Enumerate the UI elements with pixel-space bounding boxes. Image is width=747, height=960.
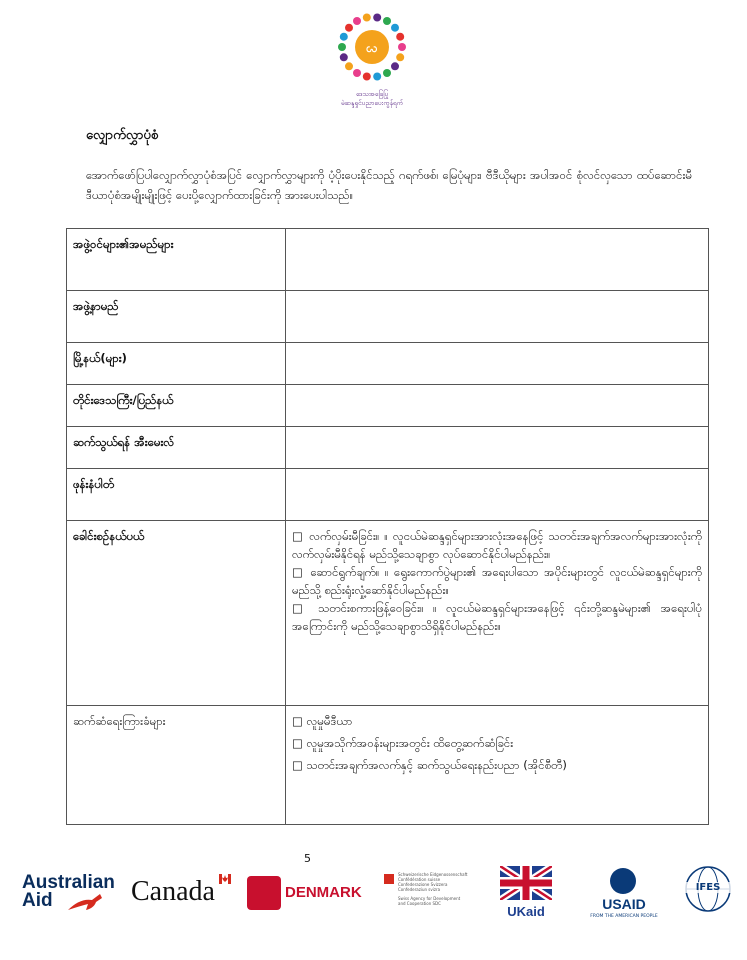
swiss-text-line: Confédération suisse bbox=[398, 877, 441, 882]
ukaid-wordmark: UKaid bbox=[507, 904, 545, 919]
form-field-input[interactable] bbox=[286, 469, 709, 521]
form-row-channels bbox=[67, 706, 709, 825]
kangaroo-icon bbox=[66, 892, 106, 912]
usaid-wordmark: USAID bbox=[602, 896, 646, 912]
denmark-wordmark: DENMARK bbox=[285, 884, 362, 901]
form-field-label: အဖွဲ့ဝင်များ၏အမည်များ bbox=[67, 229, 286, 291]
australian-aid-logo bbox=[22, 874, 115, 910]
theme-option[interactable]: □ သတင်းစကားဖြန့်ဝေခြင်း။ ။ လူငယ်မဲဆန္ဒရှင်များအနေဖြင့် ၎င်းတို့ဆန္ဒမဲများ၏ အရေးပါပုံအကြောင်းကို မည်သို့သေချာစွာသိရှိနိုင်ပါမည်နည်း။ bbox=[292, 601, 702, 633]
canada-flag-icon bbox=[219, 874, 231, 884]
people-ring-logo-icon bbox=[333, 8, 411, 86]
form-field-input[interactable] bbox=[286, 427, 709, 469]
canada-logo bbox=[131, 876, 215, 908]
form-field-label: အဖွဲ့နာမည် bbox=[67, 291, 286, 343]
theme-options bbox=[286, 521, 709, 706]
form-field-label: ခေါင်းစဉ်နယ်ပယ် bbox=[67, 521, 286, 706]
organization-logo bbox=[333, 8, 411, 112]
form-row bbox=[67, 229, 709, 291]
ifes-logo bbox=[683, 864, 733, 914]
swiss-text-line: Swiss Agency for Development bbox=[398, 896, 461, 901]
theme-option[interactable]: □ ဆောင်ရွက်ချက်။ ။ ရွေးကောက်ပွဲများ၏ အရေးပါသော အပိုင်းများတွင် လူငယ်မဲဆန္ဒရှင်များကို မည်သို့ စည်းရုံးလှုံ့ဆော်နိုင်ပါမည်နည်း။ bbox=[292, 565, 702, 597]
usaid-seal-icon bbox=[610, 868, 636, 894]
theme-option[interactable]: □ လက်လှမ်းမီခြင်း။ ။ လူငယ်မဲဆန္ဒရှင်များအားလုံးအနေဖြင့် သတင်းအချက်အလက်များအားလုံးကို လက်လှမ်းမီနိုင်ရန် မည်သို့သေချာစွာ လုပ်ဆောင်နိုင်ပါမည်နည်း။ bbox=[292, 529, 702, 561]
logo-caption-line-2: မဲဆန္ဒရှင်ပညာပေးကွန်ရက် bbox=[340, 99, 404, 107]
form-row bbox=[67, 385, 709, 427]
channel-option[interactable]: □ လူမှုအသိုက်အဝန်းများအတွင်း ထိတွေ့ဆက်ဆံခြင်း bbox=[292, 736, 514, 750]
logo-caption-line-1: ဒေသအခြေပြု bbox=[355, 90, 389, 98]
form-row-theme bbox=[67, 521, 709, 706]
canada-wordmark: Canada bbox=[131, 876, 215, 907]
swiss-text-line: Confederaziun svizra bbox=[398, 887, 441, 892]
channel-options bbox=[286, 706, 709, 825]
form-row bbox=[67, 291, 709, 343]
channel-option[interactable]: □ သတင်းအချက်အလက်နှင့် ဆက်သွယ်ရေးနည်းပညာ (အိုင်စီတီ) bbox=[292, 758, 567, 772]
application-form-table bbox=[66, 228, 709, 825]
australian-aid-line-1: Australian bbox=[22, 872, 115, 893]
page-number: 5 bbox=[304, 852, 311, 865]
sponsor-logos bbox=[0, 862, 747, 932]
form-field-input[interactable] bbox=[286, 385, 709, 427]
logo-caption bbox=[333, 90, 411, 108]
ukaid-logo bbox=[500, 866, 552, 919]
ifes-wordmark: IFES bbox=[683, 882, 733, 893]
form-field-input[interactable] bbox=[286, 229, 709, 291]
form-field-input[interactable] bbox=[286, 343, 709, 385]
swiss-flag-icon bbox=[384, 874, 394, 884]
union-jack-icon bbox=[500, 866, 552, 900]
form-row bbox=[67, 427, 709, 469]
swiss-text-line: Confederazione Svizzera bbox=[398, 882, 448, 887]
form-field-input[interactable] bbox=[286, 291, 709, 343]
swiss-text-line: and Cooperation SDC bbox=[398, 901, 441, 906]
svg-text:ꩬ: ꩬ bbox=[366, 41, 378, 55]
form-field-label: ဆက်ဆံရေးကြားခံများ bbox=[67, 706, 286, 825]
intro-paragraph: အောက်ဖော်ပြပါလျှောက်လွှာပုံစံအပြင် လျှောက်လွှာများကို ပံ့ပိုးပေးနိုင်သည့် ဂရက်ဖစ်၊ မြေပုံများ၊ ဗီဒီယိုများ အပါအဝင် စုံလင်လှသော ထပ်ဆောင်းမီဒီယာပုံစံအမျိုးမျိုးဖြင့် ပေးပို့လျှောက်ထားခြင်းကို အားပေးပါသည်။ bbox=[86, 168, 692, 202]
channel-option[interactable]: □ လူမှုမီဒီယာ bbox=[292, 714, 353, 728]
form-row bbox=[67, 469, 709, 521]
form-field-label: မြို့နယ်(များ) bbox=[67, 343, 286, 385]
swiss-text-line: Schweizerische Eidgenossenschaft bbox=[398, 872, 468, 877]
swiss-text bbox=[398, 872, 490, 906]
denmark-crest-icon bbox=[247, 876, 281, 910]
form-field-label: ဆက်သွယ်ရန် အီးမေးလ် bbox=[67, 427, 286, 469]
form-row bbox=[67, 343, 709, 385]
form-field-label: တိုင်းဒေသကြီး/ပြည်နယ် bbox=[67, 385, 286, 427]
form-field-label: ဖုန်းနံပါတ် bbox=[67, 469, 286, 521]
usaid-tagline: FROM THE AMERICAN PEOPLE bbox=[590, 914, 658, 919]
document-title: လျှောက်လွှာပုံစံ bbox=[86, 128, 159, 143]
australian-aid-line-2: Aid bbox=[22, 890, 53, 911]
